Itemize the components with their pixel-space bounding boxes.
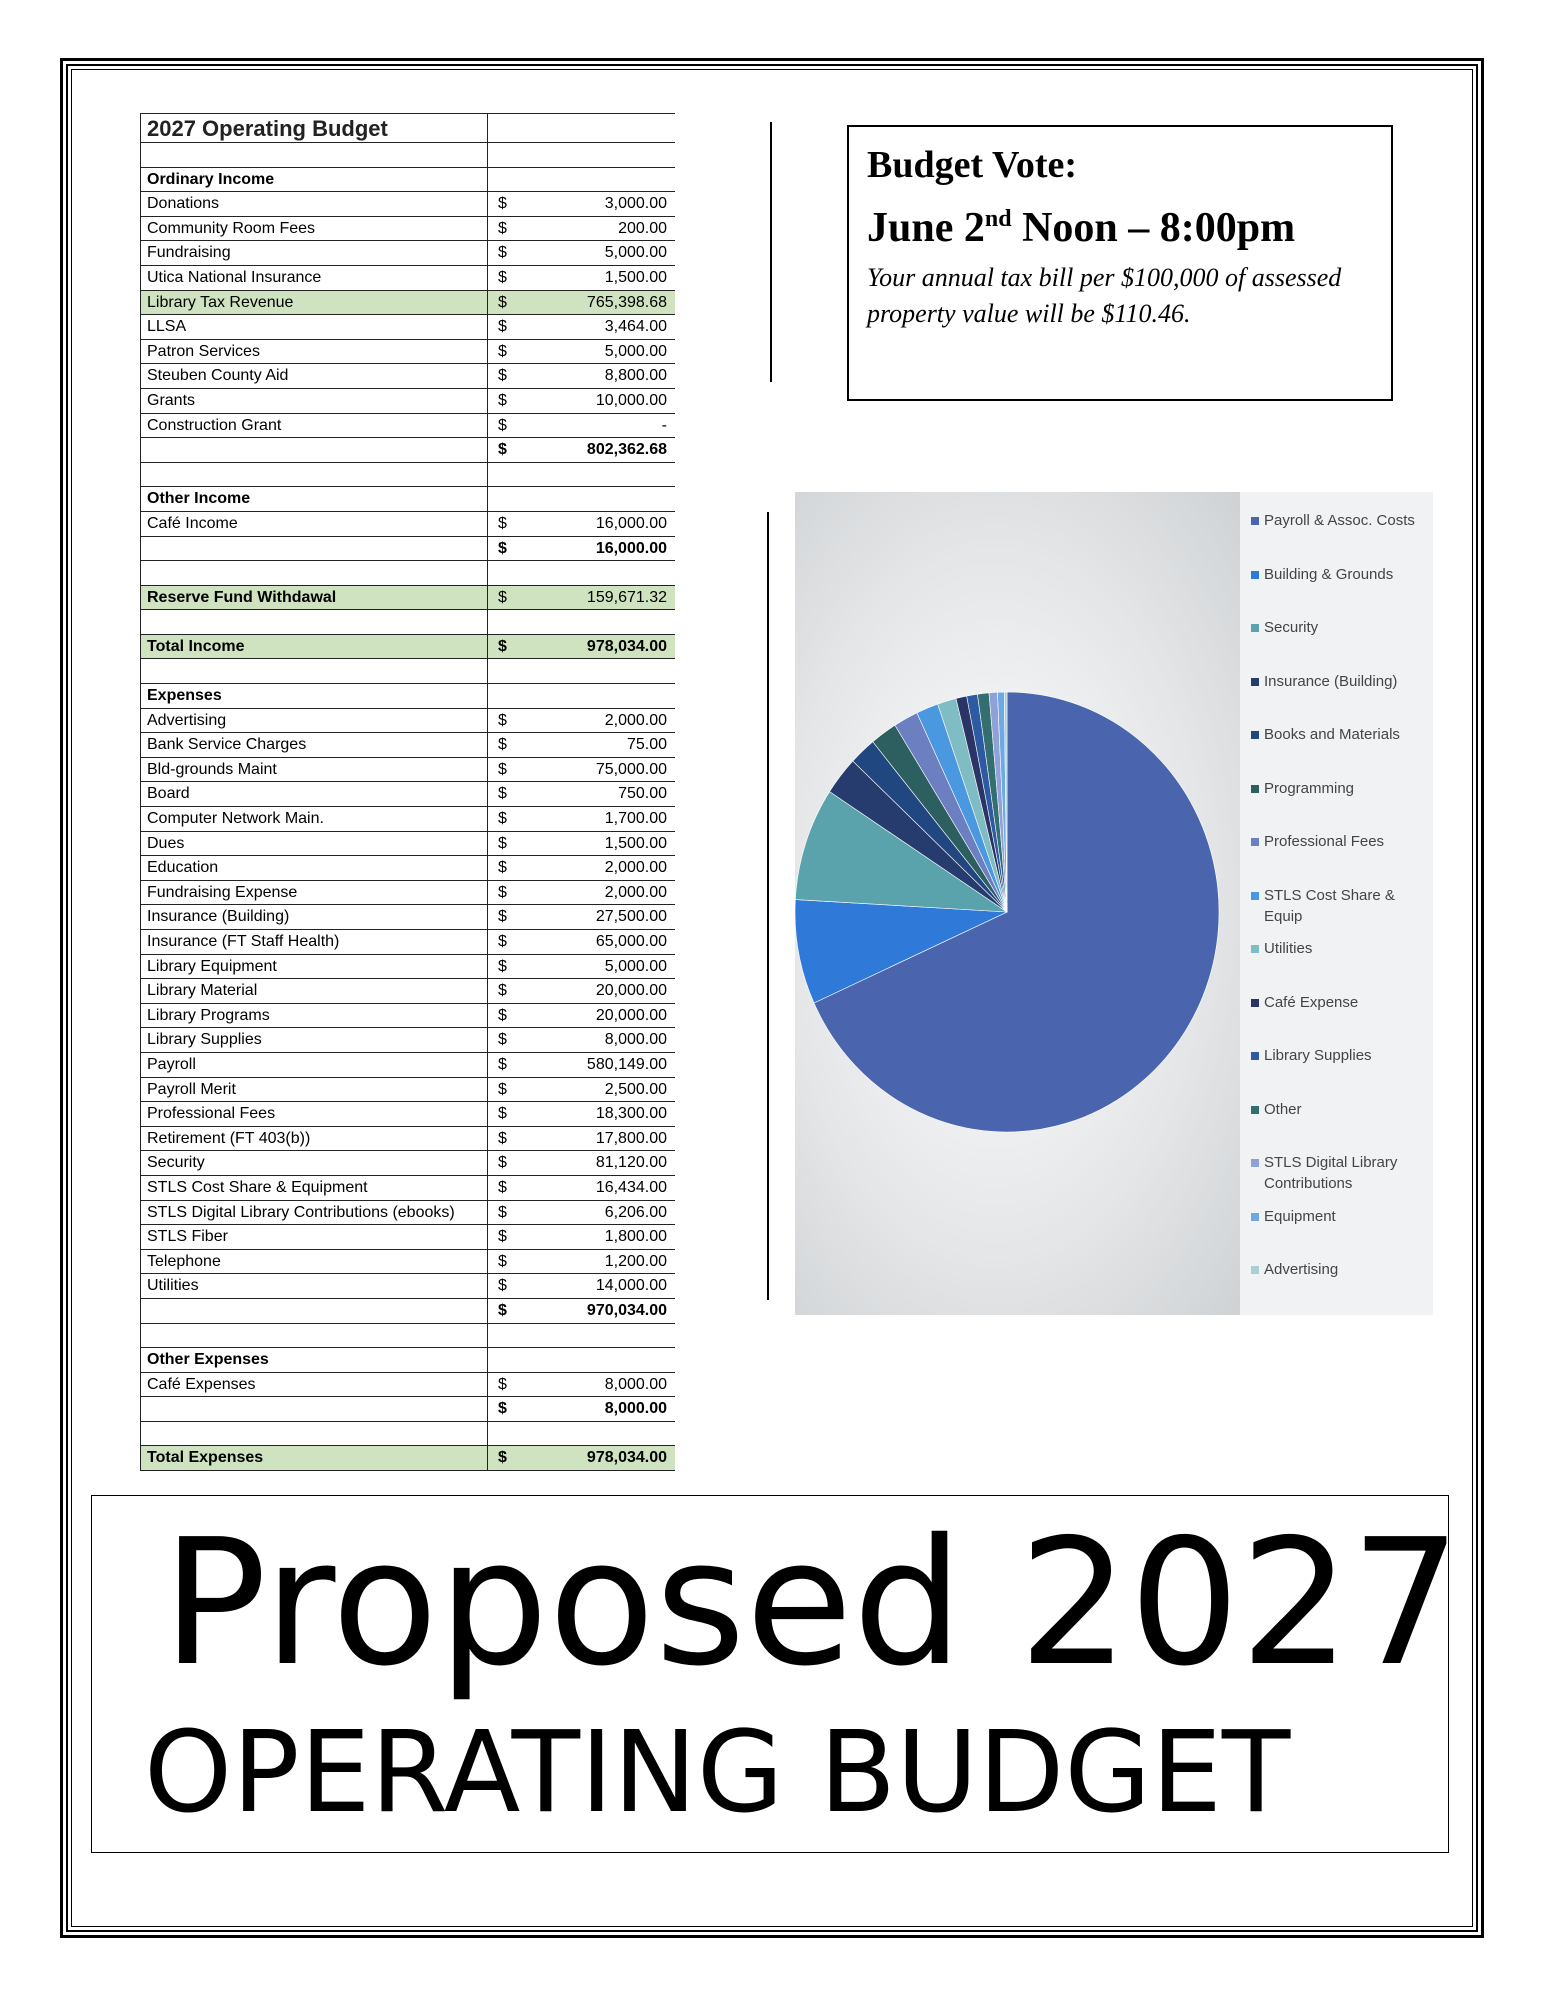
table-row xyxy=(140,1201,675,1226)
legend-swatch xyxy=(1251,1052,1259,1060)
legend-swatch xyxy=(1251,945,1259,953)
row-label: Other Income xyxy=(140,487,488,511)
legend-item xyxy=(1251,510,1433,564)
legend-label: Building & Grounds xyxy=(1264,565,1394,583)
legend-item xyxy=(1251,885,1433,939)
row-label: Advertising xyxy=(140,709,488,733)
table-row xyxy=(140,1176,675,1201)
table-row xyxy=(140,610,675,635)
row-label xyxy=(140,1324,488,1348)
vote-date-suffix: Noon – 8:00pm xyxy=(1011,205,1296,251)
row-currency: $ xyxy=(498,1129,507,1147)
table-row xyxy=(140,1151,675,1176)
row-label xyxy=(140,143,488,167)
row-currency: $ xyxy=(498,1178,507,1196)
row-label: Fundraising xyxy=(140,241,488,265)
table-row xyxy=(140,1299,675,1324)
row-currency: $ xyxy=(498,834,507,852)
table-row xyxy=(140,758,675,783)
row-label: Total Income xyxy=(140,635,488,659)
row-label: Utilities xyxy=(140,1274,488,1298)
table-row xyxy=(140,192,675,217)
row-amount: 200.00 xyxy=(618,219,667,237)
table-row xyxy=(140,659,675,684)
table-row xyxy=(140,856,675,881)
row-label xyxy=(140,463,488,487)
row-label xyxy=(140,561,488,585)
row-currency: $ xyxy=(498,1055,507,1073)
row-currency: $ xyxy=(498,1400,507,1418)
row-amount xyxy=(518,487,675,511)
table-row xyxy=(140,1348,675,1373)
table-row xyxy=(140,1127,675,1152)
row-amount: 802,362.68 xyxy=(586,441,667,459)
row-label: Security xyxy=(140,1151,488,1175)
row-label: Café Expenses xyxy=(140,1373,488,1397)
table-row xyxy=(140,832,675,857)
row-amount: 2,000.00 xyxy=(604,859,667,877)
row-label: Community Room Fees xyxy=(140,217,488,241)
legend-item xyxy=(1251,724,1433,778)
row-currency: $ xyxy=(498,1301,507,1319)
row-currency: $ xyxy=(498,711,507,729)
row-amount: 2,000.00 xyxy=(604,883,667,901)
table-row xyxy=(140,955,675,980)
legend-item xyxy=(1251,1152,1433,1206)
legend-item xyxy=(1251,831,1433,885)
row-label: Construction Grant xyxy=(140,414,488,438)
row-label: Total Expenses xyxy=(140,1446,488,1470)
row-amount: 20,000.00 xyxy=(595,1006,667,1024)
row-currency: $ xyxy=(498,859,507,877)
row-amount: 159,671.32 xyxy=(586,588,667,606)
table-row xyxy=(140,1225,675,1250)
row-label: Payroll xyxy=(140,1053,488,1077)
legend-item xyxy=(1251,1259,1433,1313)
tax-note: Your annual tax bill per $100,000 of assessed property value will be $110.46. xyxy=(867,263,1342,328)
row-label: Utica National Insurance xyxy=(140,266,488,290)
legend-swatch xyxy=(1251,785,1259,793)
row-label: Ordinary Income xyxy=(140,168,488,192)
legend-swatch xyxy=(1251,1159,1259,1167)
table-row xyxy=(140,315,675,340)
row-label: STLS Fiber xyxy=(140,1225,488,1249)
row-amount: 750.00 xyxy=(618,785,667,803)
row-amount xyxy=(518,1324,675,1348)
row-label xyxy=(140,1299,488,1323)
table-row xyxy=(140,1102,675,1127)
row-currency: $ xyxy=(498,1449,507,1467)
legend-label: Café Expense xyxy=(1264,993,1359,1011)
legend-swatch xyxy=(1251,517,1259,525)
row-currency: $ xyxy=(498,1375,507,1393)
row-amount: 16,000.00 xyxy=(595,539,667,557)
table-row xyxy=(140,684,675,709)
row-amount: 978,034.00 xyxy=(586,637,667,655)
table-title xyxy=(140,113,675,143)
chart-legend xyxy=(1251,510,1433,1313)
row-currency: $ xyxy=(498,1277,507,1295)
row-currency: $ xyxy=(498,883,507,901)
row-amount: 580,149.00 xyxy=(586,1055,667,1073)
row-amount: 2,500.00 xyxy=(604,1080,667,1098)
row-label: Computer Network Main. xyxy=(140,807,488,831)
row-label: Steuben County Aid xyxy=(140,364,488,388)
row-currency: $ xyxy=(498,736,507,754)
row-amount xyxy=(518,1422,675,1446)
legend-label: Insurance (Building) xyxy=(1264,672,1398,690)
table-row xyxy=(140,1274,675,1299)
row-currency: $ xyxy=(498,441,507,459)
budget-table xyxy=(140,113,675,1471)
row-label: Library Material xyxy=(140,979,488,1003)
legend-swatch xyxy=(1251,1213,1259,1221)
row-amount: 8,800.00 xyxy=(604,367,667,385)
row-currency xyxy=(488,1348,518,1372)
row-currency: $ xyxy=(498,982,507,1000)
row-currency: $ xyxy=(498,539,507,557)
legend-swatch xyxy=(1251,1266,1259,1274)
row-amount: 10,000.00 xyxy=(595,391,667,409)
row-label: Other Expenses xyxy=(140,1348,488,1372)
row-label: Professional Fees xyxy=(140,1102,488,1126)
legend-label: Security xyxy=(1264,619,1319,636)
row-currency: $ xyxy=(498,416,507,434)
row-amount: 8,000.00 xyxy=(604,1031,667,1049)
row-amount: 5,000.00 xyxy=(604,957,667,975)
row-amount: 5,000.00 xyxy=(604,342,667,360)
row-amount xyxy=(518,610,675,634)
row-currency xyxy=(488,610,518,634)
row-amount xyxy=(518,659,675,683)
row-amount: 2,000.00 xyxy=(604,711,667,729)
table-row xyxy=(140,1078,675,1103)
row-amount: 16,000.00 xyxy=(595,514,667,532)
row-label: Library Supplies xyxy=(140,1028,488,1052)
row-amount: 1,800.00 xyxy=(604,1228,667,1246)
row-currency: $ xyxy=(498,195,507,213)
row-label: Insurance (FT Staff Health) xyxy=(140,930,488,954)
row-amount: 20,000.00 xyxy=(595,982,667,1000)
legend-swatch xyxy=(1251,624,1259,632)
legend-label: Utilities xyxy=(1264,940,1313,957)
table-row xyxy=(140,1422,675,1447)
row-label: Dues xyxy=(140,832,488,856)
row-currency xyxy=(488,168,518,192)
legend-label: STLS Digital Library Contributions xyxy=(1264,1154,1398,1192)
row-amount: 970,034.00 xyxy=(586,1301,667,1319)
row-currency: $ xyxy=(498,268,507,286)
title-box xyxy=(91,1495,1462,1853)
row-currency xyxy=(488,659,518,683)
row-label xyxy=(140,610,488,634)
row-currency: $ xyxy=(498,1006,507,1024)
table-row xyxy=(140,782,675,807)
table-row xyxy=(140,979,675,1004)
divider-line xyxy=(770,122,772,382)
row-currency: $ xyxy=(498,637,507,655)
row-currency xyxy=(488,684,518,708)
row-label: Expenses xyxy=(140,684,488,708)
table-row xyxy=(140,364,675,389)
row-amount: 3,464.00 xyxy=(604,318,667,336)
row-currency xyxy=(488,487,518,511)
row-label: Reserve Fund Withdawal xyxy=(140,586,488,610)
table-row xyxy=(140,1053,675,1078)
legend-item xyxy=(1251,778,1433,832)
row-label: Retirement (FT 403(b)) xyxy=(140,1127,488,1151)
vote-date xyxy=(867,191,1373,256)
row-amount: 1,200.00 xyxy=(604,1252,667,1270)
row-amount xyxy=(518,684,675,708)
row-label: Library Tax Revenue xyxy=(140,291,488,315)
row-amount: 8,000.00 xyxy=(604,1375,667,1393)
legend-label: Equipment xyxy=(1264,1207,1336,1225)
legend-swatch xyxy=(1251,838,1259,846)
table-row xyxy=(140,414,675,439)
legend-label: Other xyxy=(1264,1100,1302,1118)
row-label: Fundraising Expense xyxy=(140,881,488,905)
table-row xyxy=(140,1028,675,1053)
row-amount: 6,206.00 xyxy=(604,1203,667,1221)
table-row xyxy=(140,241,675,266)
table-row xyxy=(140,905,675,930)
row-currency xyxy=(488,1324,518,1348)
row-currency xyxy=(488,561,518,585)
table-row xyxy=(140,168,675,193)
row-amount xyxy=(518,1348,675,1372)
legend-item xyxy=(1251,1045,1433,1099)
table-row xyxy=(140,1373,675,1398)
legend-item xyxy=(1251,671,1433,725)
row-currency: $ xyxy=(498,785,507,803)
row-currency: $ xyxy=(498,1105,507,1123)
legend-swatch xyxy=(1251,892,1259,900)
legend-label: STLS Cost Share & Equip xyxy=(1264,886,1395,925)
row-amount: 17,800.00 xyxy=(595,1129,667,1147)
row-label: Telephone xyxy=(140,1250,488,1274)
row-label xyxy=(140,537,488,561)
row-label: Bank Service Charges xyxy=(140,733,488,757)
legend-label: Professional Fees xyxy=(1264,833,1385,850)
table-row xyxy=(140,537,675,562)
row-currency: $ xyxy=(498,588,507,606)
row-label: STLS Digital Library Contributions (ebooks) xyxy=(140,1201,488,1225)
row-currency: $ xyxy=(498,1031,507,1049)
row-amount: 765,398.68 xyxy=(586,293,667,311)
row-currency: $ xyxy=(498,342,507,360)
legend-item xyxy=(1251,617,1433,671)
row-amount xyxy=(518,561,675,585)
table-row xyxy=(140,463,675,488)
table-row xyxy=(140,930,675,955)
row-amount: 81,120.00 xyxy=(595,1154,667,1172)
row-currency: $ xyxy=(498,1252,507,1270)
row-label: Library Equipment xyxy=(140,955,488,979)
row-label: Education xyxy=(140,856,488,880)
table-row xyxy=(140,1446,675,1471)
row-label: Payroll Merit xyxy=(140,1078,488,1102)
row-currency: $ xyxy=(498,293,507,311)
row-currency: $ xyxy=(498,391,507,409)
row-amount xyxy=(518,168,675,192)
table-row xyxy=(140,487,675,512)
row-currency: $ xyxy=(498,1228,507,1246)
legend-label: Books and Materials xyxy=(1264,726,1400,743)
row-currency: $ xyxy=(498,760,507,778)
row-amount: 75.00 xyxy=(626,736,667,754)
legend-item xyxy=(1251,938,1433,992)
vote-heading: Budget Vote: xyxy=(867,144,1078,186)
row-currency: $ xyxy=(498,933,507,950)
row-amount xyxy=(518,463,675,487)
table-row xyxy=(140,1250,675,1275)
table-row xyxy=(140,733,675,758)
budget-vote-box xyxy=(847,125,1393,401)
row-label: Library Programs xyxy=(140,1004,488,1028)
row-currency xyxy=(488,114,518,142)
row-currency: $ xyxy=(498,810,507,828)
row-currency: $ xyxy=(498,908,507,926)
legend-item xyxy=(1251,1099,1433,1153)
vote-date-prefix: June 2 xyxy=(867,205,985,251)
legend-item xyxy=(1251,1206,1433,1260)
row-amount: 14,000.00 xyxy=(595,1277,667,1295)
table-row xyxy=(140,635,675,660)
row-amount: 978,034.00 xyxy=(586,1449,667,1467)
row-currency xyxy=(488,143,518,167)
row-amount xyxy=(518,114,675,142)
table-row xyxy=(140,1324,675,1349)
table-row xyxy=(140,561,675,586)
row-label: Board xyxy=(140,782,488,806)
row-amount: 1,500.00 xyxy=(604,268,667,286)
table-row xyxy=(140,217,675,242)
row-currency: $ xyxy=(498,514,507,532)
row-label: Donations xyxy=(140,192,488,216)
row-label: LLSA xyxy=(140,315,488,339)
row-label xyxy=(140,1397,488,1421)
row-amount xyxy=(518,143,675,167)
row-amount: 75,000.00 xyxy=(595,760,667,778)
row-amount: 3,000.00 xyxy=(604,195,667,213)
row-label: Grants xyxy=(140,389,488,413)
row-currency: $ xyxy=(498,367,507,385)
table-row xyxy=(140,709,675,734)
table-row xyxy=(140,881,675,906)
row-currency xyxy=(488,463,518,487)
expense-pie-chart xyxy=(795,492,1433,1315)
row-amount: 18,300.00 xyxy=(595,1105,667,1123)
table-row xyxy=(140,340,675,365)
row-currency xyxy=(488,1422,518,1446)
legend-swatch xyxy=(1251,1106,1259,1114)
legend-label: Programming xyxy=(1264,779,1355,797)
row-amount: 8,000.00 xyxy=(604,1400,667,1418)
table-row xyxy=(140,586,675,611)
row-currency: $ xyxy=(498,219,507,237)
row-label: Café Income xyxy=(140,512,488,536)
row-amount: 27,500.00 xyxy=(595,908,667,926)
table-row xyxy=(140,143,675,168)
table-row xyxy=(140,512,675,537)
row-amount: 65,000.00 xyxy=(595,933,667,950)
table-row xyxy=(140,807,675,832)
row-currency: $ xyxy=(498,957,507,975)
row-amount: 1,500.00 xyxy=(604,834,667,852)
row-label: 2027 Operating Budget xyxy=(140,114,488,142)
row-currency: $ xyxy=(498,318,507,336)
row-label xyxy=(140,438,488,462)
row-amount: 5,000.00 xyxy=(604,244,667,262)
row-amount: 16,434.00 xyxy=(595,1178,667,1196)
legend-item xyxy=(1251,992,1433,1046)
row-currency: $ xyxy=(498,1080,507,1098)
legend-item xyxy=(1251,564,1433,618)
table-row xyxy=(140,438,675,463)
legend-label: Payroll & Assoc. Costs xyxy=(1264,512,1415,529)
row-label xyxy=(140,1422,488,1446)
table-row xyxy=(140,266,675,291)
row-amount: - xyxy=(661,416,667,434)
table-row xyxy=(140,1004,675,1029)
pie-svg xyxy=(795,492,1240,1315)
legend-swatch xyxy=(1251,678,1259,686)
table-row xyxy=(140,1397,675,1422)
table-row xyxy=(140,389,675,414)
legend-label: Advertising xyxy=(1264,1261,1339,1278)
row-label xyxy=(140,659,488,683)
title-operating-budget: OPERATING BUDGET xyxy=(144,1708,1291,1838)
row-label: Insurance (Building) xyxy=(140,905,488,929)
vote-date-sup: nd xyxy=(984,206,1012,232)
row-currency: $ xyxy=(498,1203,507,1221)
table-row xyxy=(140,291,675,316)
title-proposed: Proposed 2027 xyxy=(162,1502,1462,1705)
row-label: STLS Cost Share & Equipment xyxy=(140,1176,488,1200)
row-currency: $ xyxy=(498,244,507,262)
row-label: Patron Services xyxy=(140,340,488,364)
legend-swatch xyxy=(1251,731,1259,739)
legend-swatch xyxy=(1251,999,1259,1007)
row-currency: $ xyxy=(498,1154,507,1172)
row-amount: 1,700.00 xyxy=(604,810,667,828)
legend-swatch xyxy=(1251,571,1259,579)
row-label: Bld-grounds Maint xyxy=(140,758,488,782)
legend-label: Library Supplies xyxy=(1264,1047,1372,1064)
divider-line xyxy=(767,512,769,1300)
